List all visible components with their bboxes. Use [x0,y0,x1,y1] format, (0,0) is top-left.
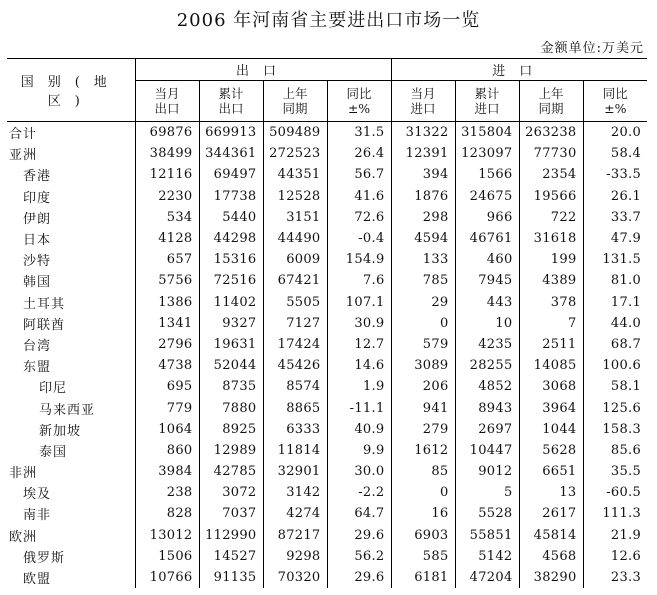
value-cell: -2.2 [327,482,391,503]
table-row [7,186,647,207]
value-cell: 2354 [519,164,583,185]
value-cell: 28255 [455,355,519,376]
value-cell: 8925 [199,419,263,440]
value-cell: 1566 [455,164,519,185]
region-name-cell: 东盟 [7,355,135,376]
value-cell: 31618 [519,228,583,249]
value-cell: 21.9 [610,527,642,543]
value-cell: 14.6 [327,355,391,376]
value-cell: 315804 [455,122,519,144]
column-header [199,81,263,122]
value-cell: 44.0 [610,315,642,331]
value-cell: 6009 [263,249,327,270]
value-cell: 2697 [455,419,519,440]
region-name-cell: 欧盟 [7,567,135,588]
value-cell: 3142 [263,482,327,503]
value-cell: 695 [135,376,199,397]
value-cell: 2511 [519,334,583,355]
value-cell: 12528 [263,186,327,207]
value-cell: 3068 [519,376,583,397]
column-header [455,81,519,122]
value-cell: 38290 [519,567,583,588]
column-header [519,81,583,122]
value-cell: 779 [135,397,199,418]
value-cell: 344361 [199,143,263,164]
value-cell: 32901 [263,461,327,482]
value-cell: 44298 [199,228,263,249]
value-cell: 3984 [135,461,199,482]
value-cell: 29 [391,292,455,313]
export-group-header: 出口 [135,59,391,81]
column-header-line: 同比 [602,86,628,101]
value-cell: 26.4 [327,143,391,164]
value-cell: 7.6 [327,270,391,291]
column-header [263,81,327,122]
value-cell: 29.6 [327,567,391,588]
value-cell: 154.9 [327,249,391,270]
value-cell: 19631 [199,334,263,355]
value-cell: 58.1 [610,379,642,395]
value-cell: 17738 [199,186,263,207]
value-cell: 272523 [263,143,327,164]
value-cell: 133 [391,249,455,270]
column-header-line: 同比 [346,86,372,101]
value-cell: 199 [519,249,583,270]
region-name-cell: 印尼 [7,376,135,397]
value-cell: 7 [519,313,583,334]
region-name-cell: 南非 [7,503,135,524]
value-cell: 785 [391,270,455,291]
region-name-cell: 新加坡 [7,419,135,440]
value-cell: 5 [455,482,519,503]
value-cell: 860 [135,440,199,461]
value-cell: 0 [391,482,455,503]
value-cell: 534 [135,207,199,228]
value-cell: 56.2 [327,546,391,567]
value-cell: 585 [391,546,455,567]
value-cell: 81.0 [610,273,642,289]
value-cell: 12.6 [610,548,642,564]
value-cell: 10447 [455,440,519,461]
value-cell: 12391 [391,143,455,164]
value-cell: 26.1 [610,188,642,204]
value-cell: 42785 [199,461,263,482]
value-cell: 14085 [519,355,583,376]
value-cell: 8943 [455,397,519,418]
table-row [7,228,647,249]
column-header-line: 进口 [410,101,436,116]
value-cell: 11814 [263,440,327,461]
value-cell: 111.3 [602,506,642,522]
value-cell: 3089 [391,355,455,376]
value-cell: 828 [135,503,199,524]
value-cell: 68.7 [610,336,642,352]
value-cell: 30.0 [327,461,391,482]
value-cell: 3072 [199,482,263,503]
table-body [7,122,647,589]
value-cell: 69876 [135,122,199,144]
value-cell: 7037 [199,503,263,524]
value-cell: 1341 [135,313,199,334]
value-cell: 45426 [263,355,327,376]
value-cell: 6333 [263,419,327,440]
unit-note: 金额单位:万美元 [540,41,644,56]
value-cell: 6651 [519,461,583,482]
value-cell: 5528 [455,503,519,524]
table-row [7,503,647,524]
table-row [7,546,647,567]
value-cell: 38499 [135,143,199,164]
value-cell: 4568 [519,546,583,567]
region-name-cell: 俄罗斯 [7,546,135,567]
region-name-cell: 合计 [7,122,135,144]
region-column-header: 国别(地区) [7,59,135,122]
value-cell: 41.6 [327,186,391,207]
value-cell: 9012 [455,461,519,482]
value-cell: 2617 [519,503,583,524]
value-cell: 1044 [519,419,583,440]
value-cell: 1.9 [327,376,391,397]
value-cell: 238 [135,482,199,503]
value-cell: 20.0 [610,125,642,141]
column-header-line: 当月 [154,86,180,101]
value-cell: 17.1 [610,294,642,310]
table-row [7,397,647,418]
value-cell: 56.7 [327,164,391,185]
column-header-line: 同期 [538,101,564,116]
value-cell: 263238 [519,122,583,144]
page-title: 2006 年河南省主要进出口市场一览 [176,10,481,31]
table-row [7,355,647,376]
value-cell: 9.9 [327,440,391,461]
table-row [7,461,647,482]
value-cell: 7880 [199,397,263,418]
value-cell: 58.4 [610,146,642,162]
value-cell: 64.7 [327,503,391,524]
value-cell: 24675 [455,186,519,207]
import-group-header: 进口 [391,59,647,81]
table-row [7,440,647,461]
value-cell: 31.5 [327,122,391,144]
value-cell: 509489 [263,122,327,144]
value-cell: -11.1 [327,397,391,418]
value-cell: 123097 [455,143,519,164]
value-cell: 47204 [455,567,519,588]
value-cell: 579 [391,334,455,355]
value-cell: 4738 [135,355,199,376]
value-cell: 669913 [199,122,263,144]
region-name-cell: 台湾 [7,334,135,355]
value-cell: 40.9 [327,419,391,440]
value-cell: 394 [391,164,455,185]
value-cell: 4852 [455,376,519,397]
value-cell: 19566 [519,186,583,207]
region-name-cell: 阿联酋 [7,313,135,334]
value-cell: 966 [455,207,519,228]
table-row [7,207,647,228]
value-cell: 1612 [391,440,455,461]
table-row [7,270,647,291]
value-cell: 14527 [199,546,263,567]
value-cell: 10766 [135,567,199,588]
value-cell: 657 [135,249,199,270]
column-header-line: ±% [347,101,371,116]
value-cell: 31322 [391,122,455,144]
table-row [7,164,647,185]
value-cell: 70320 [263,567,327,588]
value-cell: 35.5 [610,464,642,480]
column-header-line: 进口 [474,101,500,116]
value-cell: 5756 [135,270,199,291]
value-cell: 158.3 [602,421,642,437]
value-cell: 12116 [135,164,199,185]
value-cell: 3151 [263,207,327,228]
value-cell: -60.5 [606,485,642,501]
value-cell: 47.9 [610,231,642,247]
value-cell: 125.6 [602,400,642,416]
column-header [135,81,199,122]
table-row [7,313,647,334]
region-name-cell: 土耳其 [7,292,135,313]
value-cell: 443 [455,292,519,313]
value-cell: 52044 [199,355,263,376]
value-cell: 67421 [263,270,327,291]
value-cell: 29.6 [327,525,391,546]
value-cell: 4389 [519,270,583,291]
table-row [7,292,647,313]
region-name-cell: 泰国 [7,440,135,461]
value-cell: 2230 [135,186,199,207]
table-row [7,482,647,503]
value-cell: 45814 [519,525,583,546]
column-header-line: 出口 [154,101,180,116]
value-cell: 206 [391,376,455,397]
value-cell: 5505 [263,292,327,313]
column-header-line: ±% [604,101,627,116]
region-name-cell: 伊朗 [7,207,135,228]
column-header-line: 当月 [410,86,436,101]
value-cell: 6903 [391,525,455,546]
value-cell: 87217 [263,525,327,546]
value-cell: 5628 [519,440,583,461]
value-cell: 4235 [455,334,519,355]
value-cell: 0 [391,313,455,334]
table-header [7,59,647,122]
value-cell: 72516 [199,270,263,291]
value-cell: 46761 [455,228,519,249]
value-cell: 6181 [391,567,455,588]
region-name-cell: 韩国 [7,270,135,291]
value-cell: 11402 [199,292,263,313]
value-cell: 100.6 [602,358,642,374]
value-cell: 3964 [519,397,583,418]
value-cell: 77730 [519,143,583,164]
value-cell: 8574 [263,376,327,397]
value-cell: 9327 [199,313,263,334]
value-cell: 7127 [263,313,327,334]
column-header-line: 累计 [474,86,500,101]
value-cell: 460 [455,249,519,270]
value-cell: 5440 [199,207,263,228]
column-header-line: 累计 [218,86,244,101]
value-cell: 4274 [263,503,327,524]
value-cell: 16 [391,503,455,524]
value-cell: 91135 [199,567,263,588]
value-cell: 33.7 [610,209,642,225]
region-name-cell: 亚洲 [7,143,135,164]
value-cell: 15316 [199,249,263,270]
value-cell: 30.9 [327,313,391,334]
value-cell: 4128 [135,228,199,249]
region-name-cell: 非洲 [7,461,135,482]
value-cell: 23.3 [610,570,642,586]
value-cell: 72.6 [327,207,391,228]
column-header [391,81,455,122]
table-row [7,122,647,144]
table-row [7,567,647,588]
value-cell: 12.7 [327,334,391,355]
value-cell: -33.5 [606,167,642,183]
table-row [7,334,647,355]
value-cell: 8735 [199,376,263,397]
column-header [327,81,391,122]
value-cell: 1876 [391,186,455,207]
value-cell: 44490 [263,228,327,249]
value-cell: 941 [391,397,455,418]
trade-table [7,58,647,588]
value-cell: 279 [391,419,455,440]
value-cell: 8865 [263,397,327,418]
column-header-line: 同期 [282,101,308,116]
region-name-cell: 日本 [7,228,135,249]
value-cell: -0.4 [327,228,391,249]
column-header [583,81,647,122]
value-cell: 44351 [263,164,327,185]
value-cell: 13 [519,482,583,503]
value-cell: 131.5 [602,252,642,268]
value-cell: 17424 [263,334,327,355]
value-cell: 5142 [455,546,519,567]
value-cell: 1386 [135,292,199,313]
value-cell: 1064 [135,419,199,440]
table-row [7,249,647,270]
table-row [7,376,647,397]
column-header-line: 上年 [282,86,308,101]
value-cell: 2796 [135,334,199,355]
region-name-cell: 埃及 [7,482,135,503]
value-cell: 55851 [455,525,519,546]
value-cell: 13012 [135,525,199,546]
value-cell: 12989 [199,440,263,461]
region-name-cell: 沙特 [7,249,135,270]
value-cell: 722 [519,207,583,228]
value-cell: 9298 [263,546,327,567]
value-cell: 112990 [199,525,263,546]
value-cell: 69497 [199,164,263,185]
value-cell: 378 [519,292,583,313]
value-cell: 10 [455,313,519,334]
value-cell: 85 [391,461,455,482]
column-header-line: 出口 [218,101,244,116]
region-name-cell: 香港 [7,164,135,185]
table-row [7,525,647,546]
column-header-line: 上年 [538,86,564,101]
region-name-cell: 印度 [7,186,135,207]
value-cell: 7945 [455,270,519,291]
region-name-cell: 马来西亚 [7,397,135,418]
value-cell: 107.1 [327,292,391,313]
value-cell: 4594 [391,228,455,249]
region-name-cell: 欧洲 [7,525,135,546]
value-cell: 85.6 [610,442,642,458]
value-cell: 298 [391,207,455,228]
table-row [7,143,647,164]
table-row [7,419,647,440]
value-cell: 1506 [135,546,199,567]
